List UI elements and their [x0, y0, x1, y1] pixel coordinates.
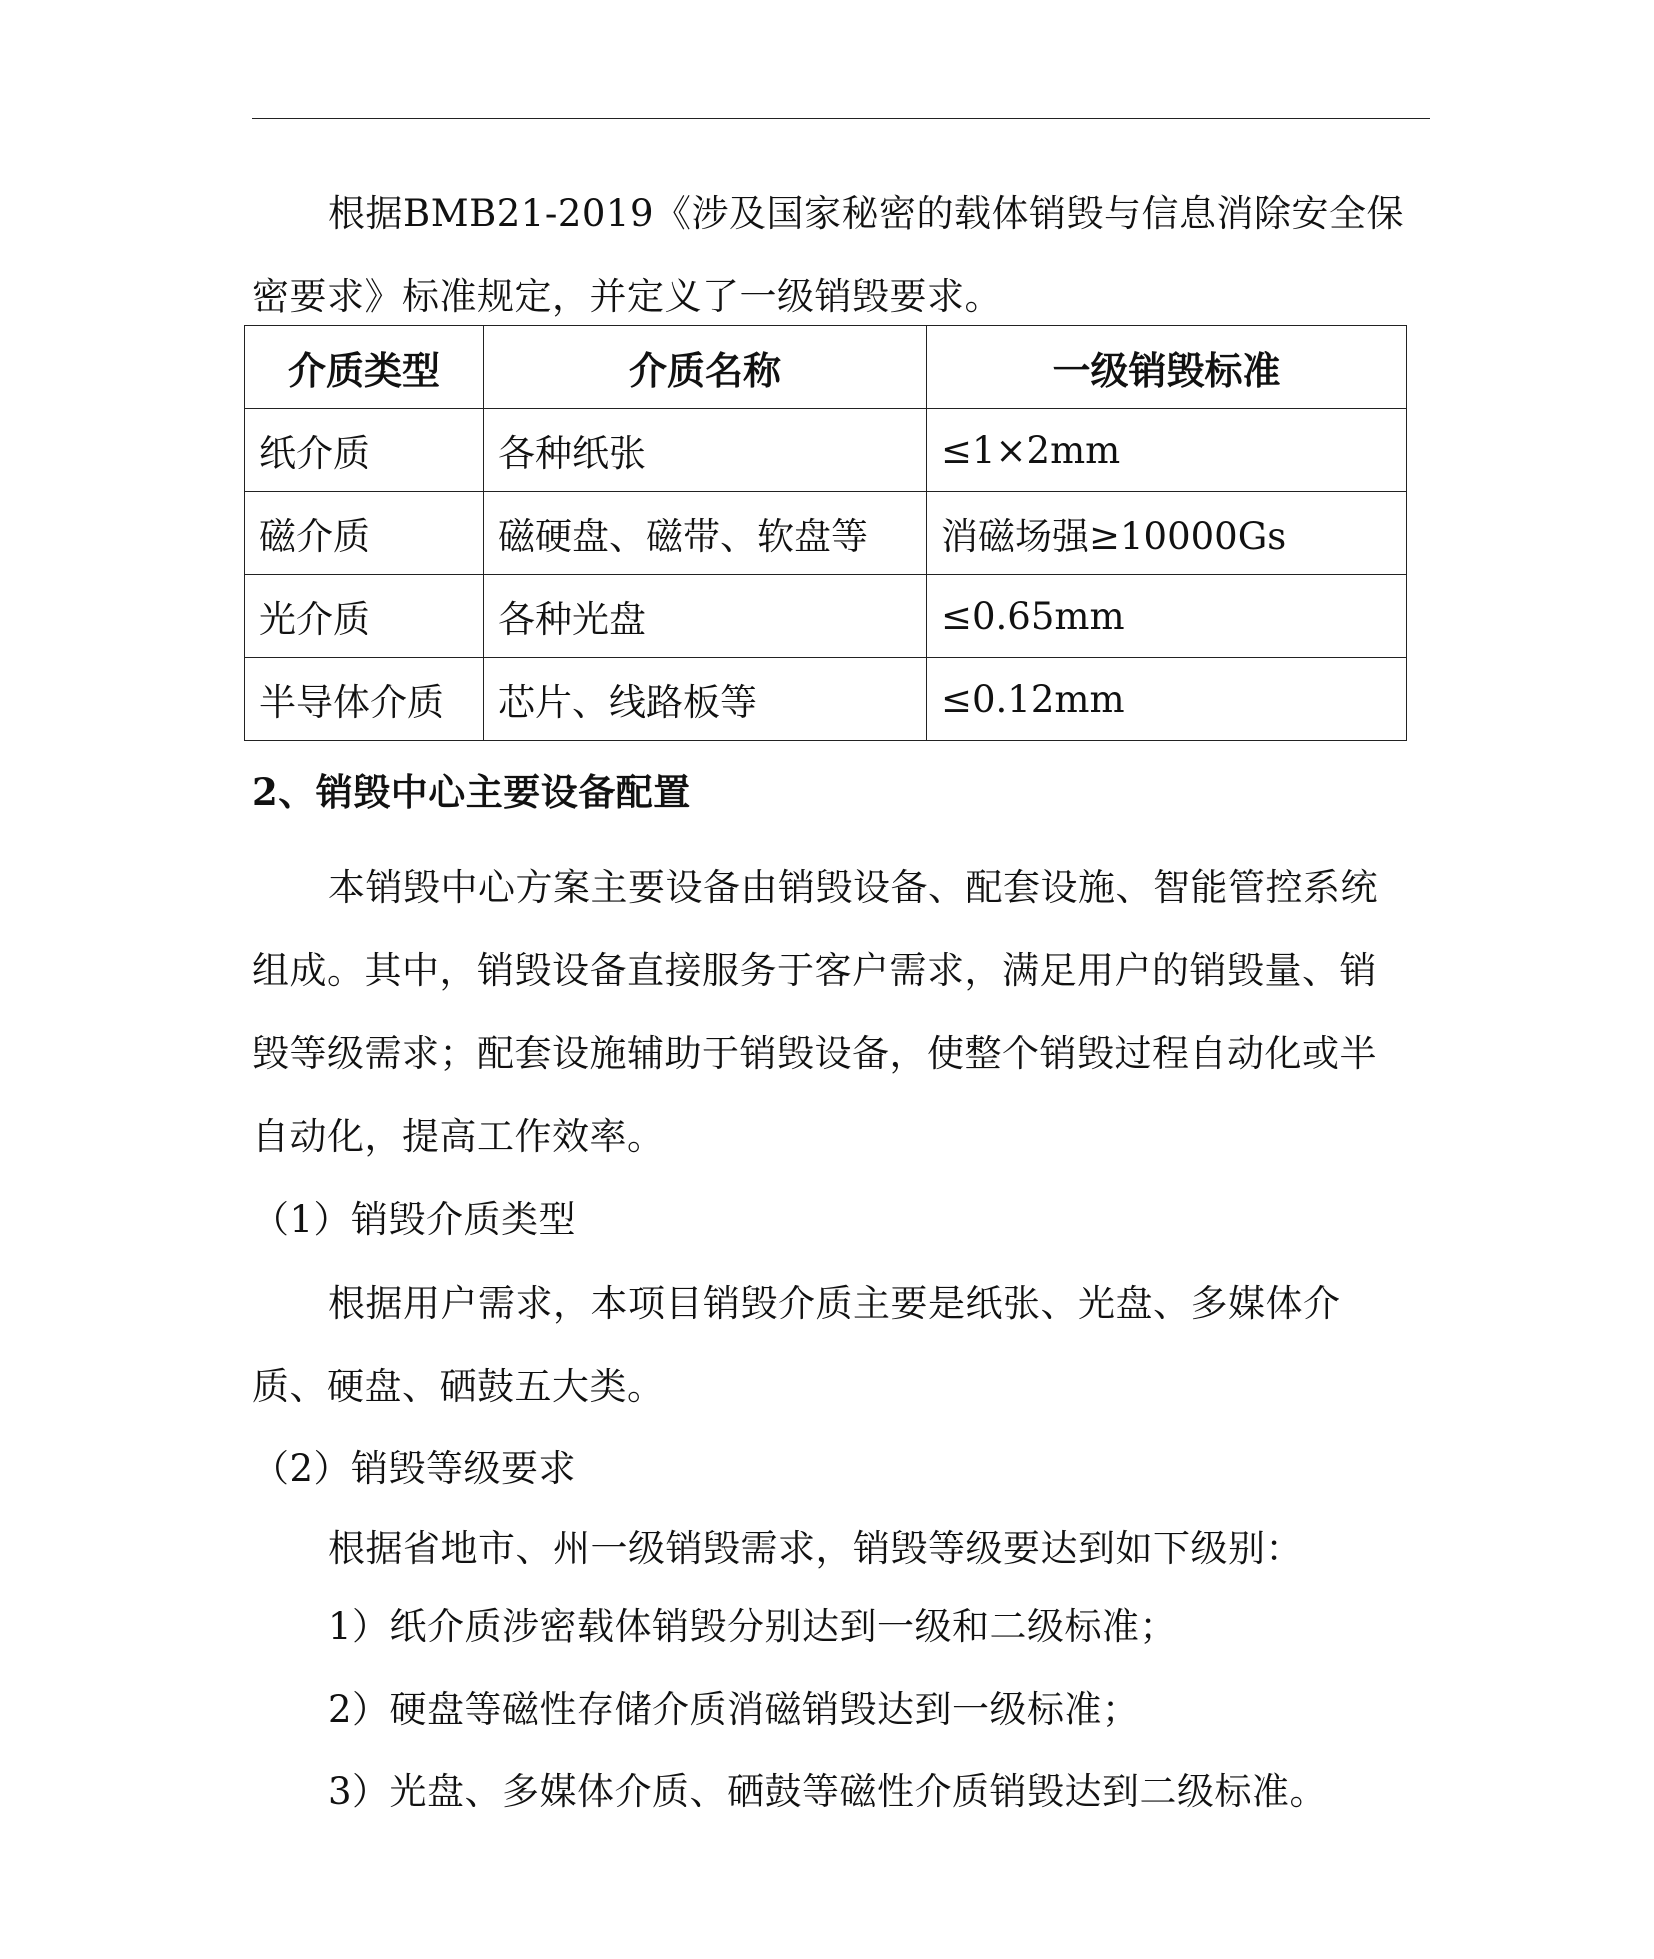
header-rule	[252, 118, 1430, 119]
list-item: 3）光盘、多媒体介质、硒鼓等磁性介质销毁达到二级标准。	[328, 1770, 1328, 1813]
medium-name-cell: 芯片、线路板等	[484, 658, 927, 741]
medium-type-cell: 磁介质	[245, 492, 484, 575]
intro-paragraph: 根据BMB21-2019《涉及国家秘密的载体销毁与信息消除安全保密要求》标准规定，并定义了一级销毁要求。	[252, 192, 1405, 318]
medium-type-cell: 纸介质	[245, 409, 484, 492]
standard-cell: ≤0.12mm	[927, 658, 1407, 741]
table-row	[245, 658, 1407, 741]
list-item: 2）硬盘等磁性存储介质消磁销毁达到一级标准；	[328, 1688, 1140, 1731]
medium-type-cell: 光介质	[245, 575, 484, 658]
medium-name-cell: 各种光盘	[484, 575, 927, 658]
list-item: 1）纸介质涉密载体销毁分别达到一级和二级标准；	[328, 1605, 1178, 1648]
table-row	[245, 409, 1407, 492]
table-row	[245, 492, 1407, 575]
table-header-row	[245, 326, 1407, 409]
standard-cell: 消磁场强≥10000Gs	[927, 492, 1407, 575]
table-row	[245, 575, 1407, 658]
standard-cell: ≤0.65mm	[927, 575, 1407, 658]
standard-cell: ≤1×2mm	[927, 409, 1407, 492]
subsection-lead: 根据省地市、州一级销毁需求，销毁等级要达到如下级别：	[328, 1527, 1303, 1570]
section-heading: 2、销毁中心主要设备配置	[252, 770, 691, 814]
section-body-paragraph: 本销毁中心方案主要设备由销毁设备、配套设施、智能管控系统组成。其中，销毁设备直接服务于客户需求，满足用户的销毁量、销毁等级需求；配套设施辅助于销毁设备，使整个销毁过程自动化或半自动化，提高工作效率。	[252, 866, 1378, 1158]
subsection-body-paragraph: 根据用户需求，本项目销毁介质主要是纸张、光盘、多媒体介质、硬盘、硒鼓五大类。	[252, 1282, 1341, 1408]
medium-name-cell: 磁硬盘、磁带、软盘等	[484, 492, 927, 575]
column-header-level1-standard: 一级销毁标准	[927, 326, 1407, 409]
subsection-heading: （2）销毁等级要求	[252, 1447, 577, 1490]
subsection-heading: （1）销毁介质类型	[252, 1198, 577, 1241]
medium-name-cell: 各种纸张	[484, 409, 927, 492]
column-header-medium-type: 介质类型	[245, 326, 484, 409]
destruction-standard-table	[244, 325, 1407, 741]
column-header-medium-name: 介质名称	[484, 326, 927, 409]
medium-type-cell: 半导体介质	[245, 658, 484, 741]
